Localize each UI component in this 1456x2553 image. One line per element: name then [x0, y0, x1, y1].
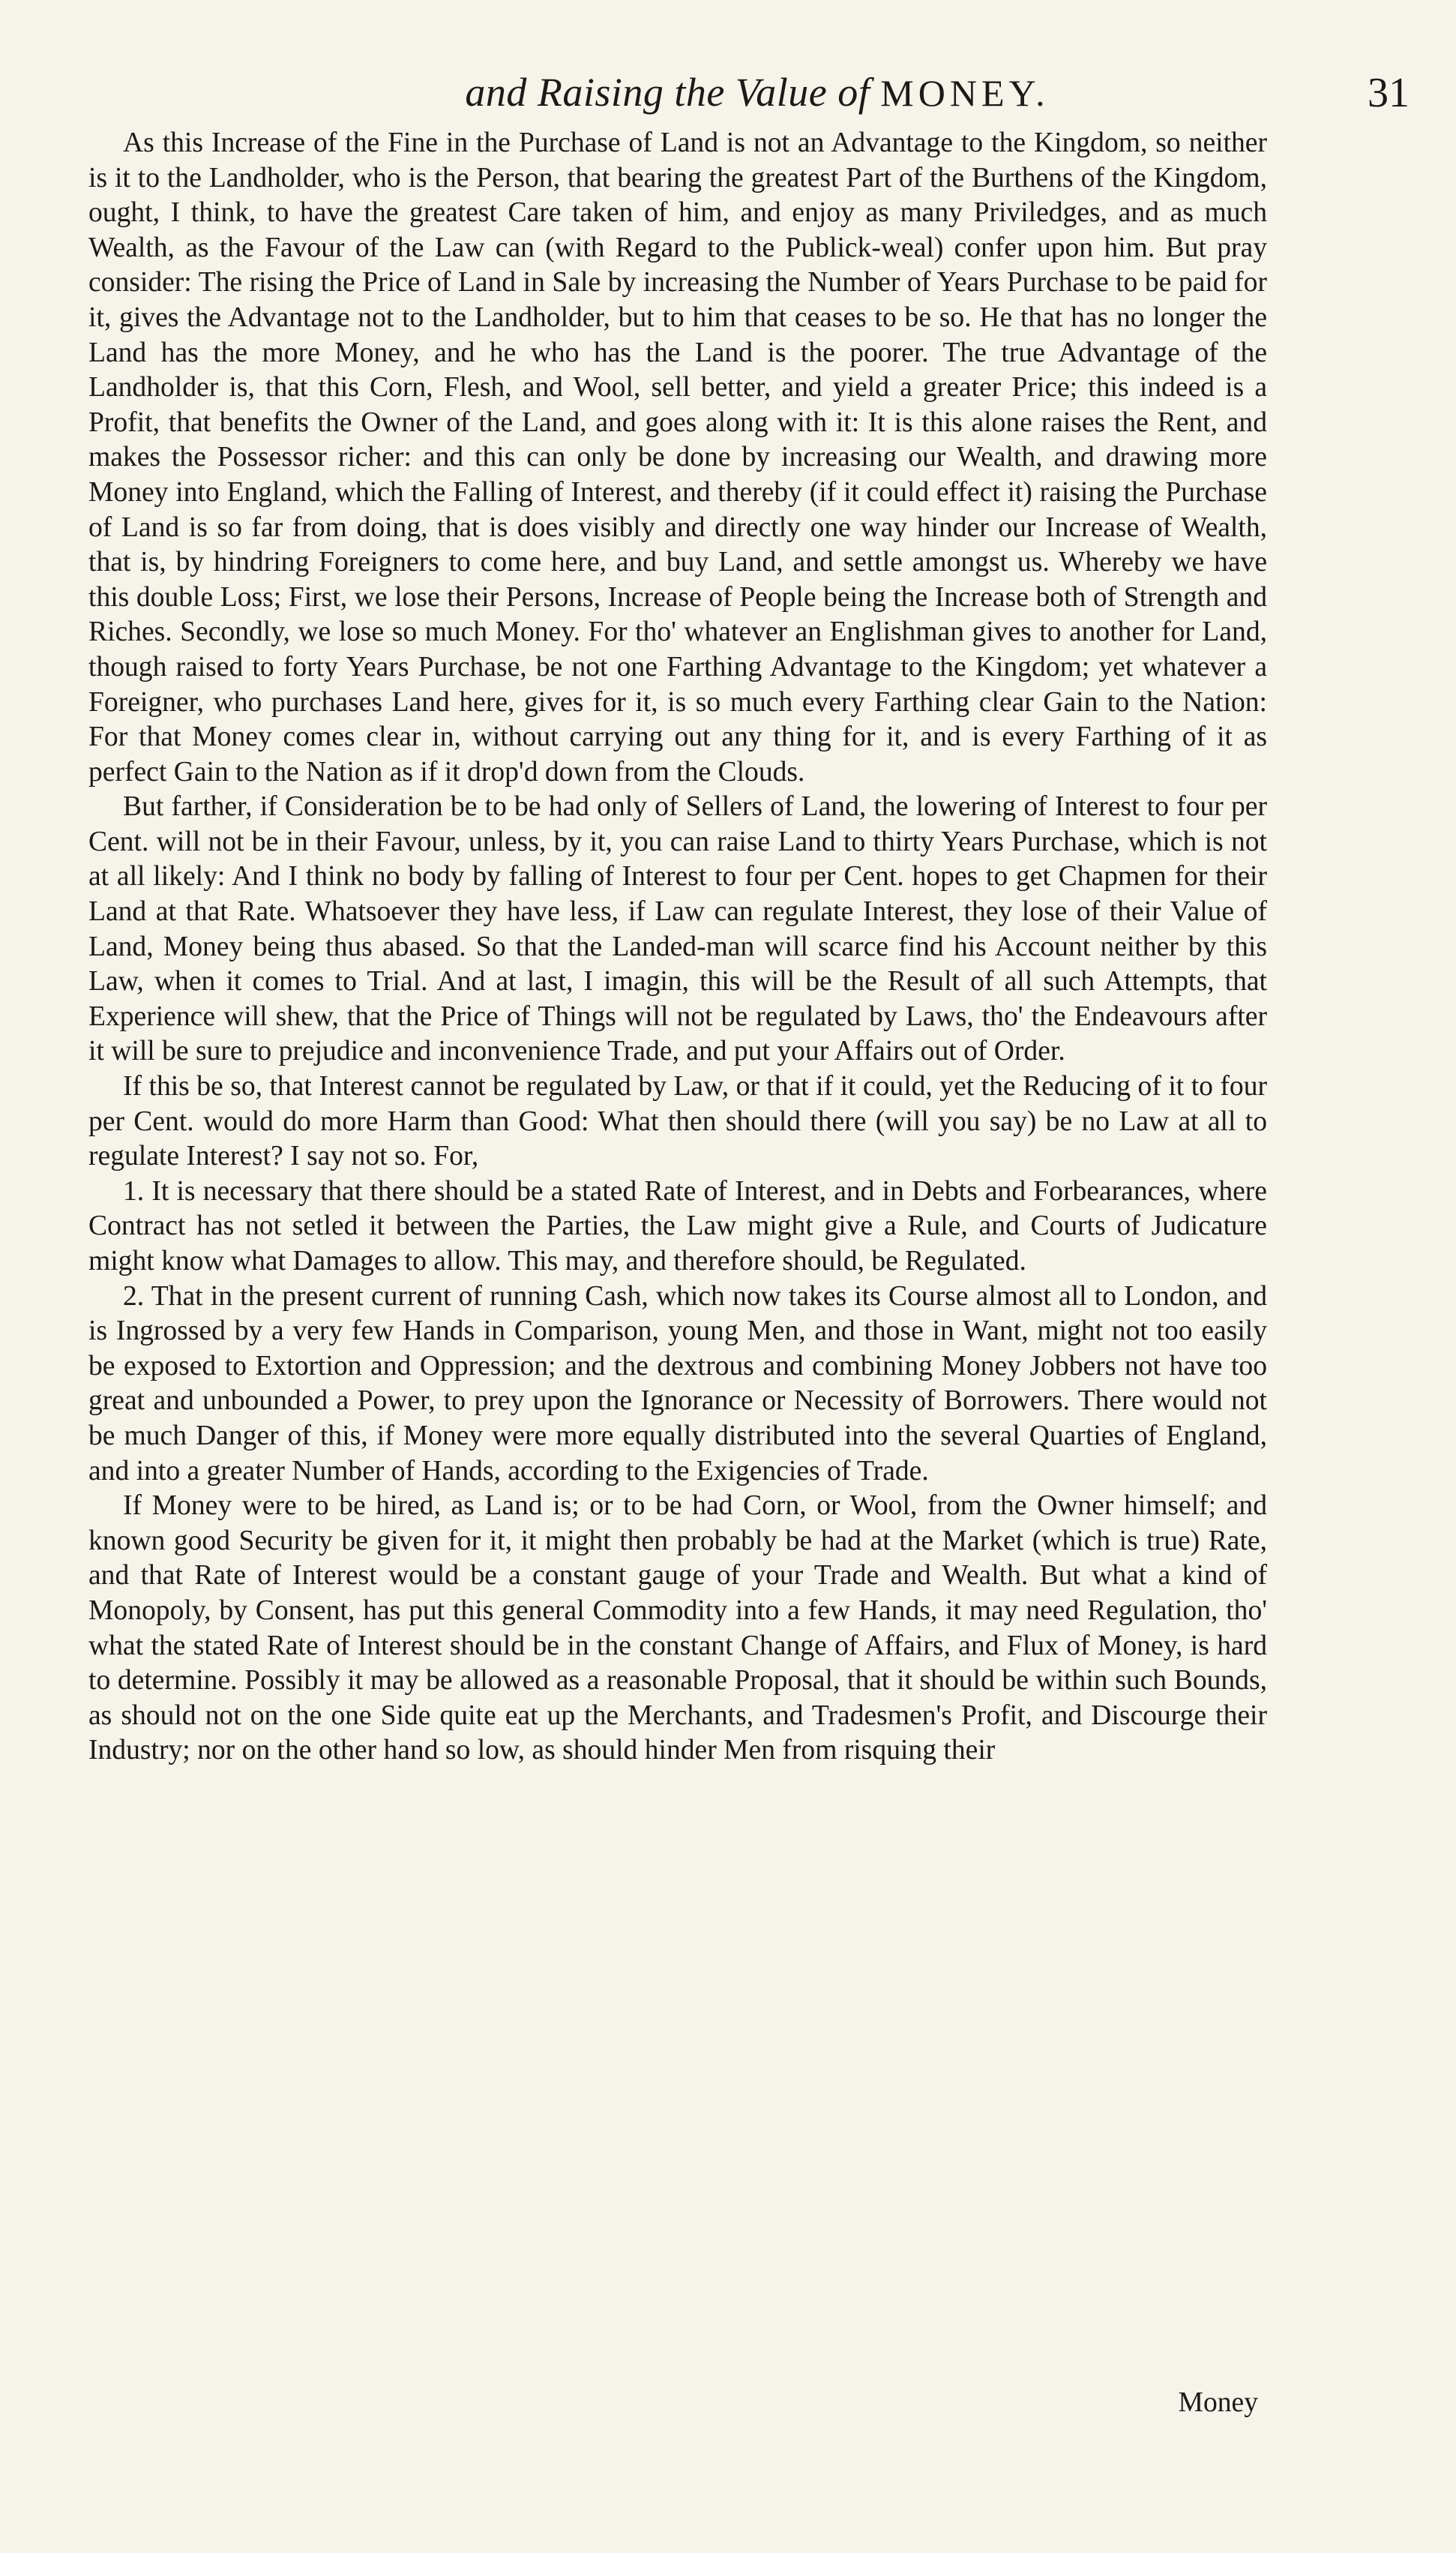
paragraph: 1. It is necessary that there should be a stated Rate of Interest, and in Debts and Forbearances, where Contract has not setled it between the Parties, the Law might give a Rule, and Courts of Judicature might know what Damages to allow. This may, and therefore should, be Regulated. — [88, 1175, 1267, 1276]
running-head — [105, 69, 1410, 116]
page-number: 31 — [1368, 70, 1410, 116]
catchword: Money — [1178, 2387, 1258, 2418]
paragraph: If this be so, that Interest cannot be regulated by Law, or that if it could, yet the Reducing of it to four per Cent. would do more Harm than Good: What then should there (will you say) be no Law at all to regulate Interest? I say not so. For, — [88, 1071, 1267, 1172]
paragraph: 2. That in the present current of running Cash, which now takes its Course almost all to London, and is Ingrossed by a very few Hands in Comparison, young Men, and those in Want, might not too easily be exposed to Extortion and Oppression; and the dextrous and combining Money Jobbers not have too great and unbounded a Power, to prey upon the Ignorance or Necessity of Borrowers. There would not be much Danger of this, if Money were more equally distributed into the several Quarties of England, and into a greater Number of Hands, according to the Exigencies of Trade. — [88, 1280, 1267, 1486]
paragraph: As this Increase of the Fine in the Purchase of Land is not an Advantage to the Kingdom, so neither is it to the Landholder, who is the Person, that bearing the greatest Part of the Burthens of the Kingdom, ought, I think, to have the greatest Care taken of him, and enjoy as many Priviledges, and as much Wealth, as the Favour of the Law can (with Regard to the Publick-weal) confer upon him. But pray consider: The rising the Price of Land in Sale by increasing the Number of Years Purchase to be paid for it, gives the Advantage not to the Landholder, but to him that ceases to be so. He that has no longer the Land has the more Money, and he who has the Land is the poorer. The true Advantage of the Landholder is, that this Corn, Flesh, and Wool, sell better, and yield a greater Price; this indeed is a Profit, that benefits the Owner of the Land, and goes along with it: It is this alone raises the Rent, and makes the Possessor richer: and this can only be done by increasing our Wealth, and drawing more Money into England, which the Falling of Interest, and thereby (if it could effect it) raising the Purchase of Land is so far from doing, that is does visibly and directly one way hinder our Increase of Wealth, that is, by hindring Foreigners to come here, and buy Land, and settle amongst us. Whereby we have this double Loss; First, we lose their Persons, Increase of People being the Increase both of Strength and Riches. Secondly, we lose so much Money. For tho' whatever an Englishman gives to another for Land, though raised to forty Years Purchase, be not one Farthing Advantage to the Kingdom; yet whatever a Foreigner, who purchases Land here, gives for it, is so much every Farthing clear Gain to the Nation: For that Money comes clear in, without carrying out any thing for it, and is every Farthing of it as perfect Gain to the Nation as if it drop'd down from the Clouds. — [88, 128, 1267, 788]
running-head-caps: MONEY. — [880, 72, 1050, 114]
paragraph: But farther, if Consideration be to be had only of Sellers of Land, the lowering of Interest to four per Cent. will not be in their Favour, unless, by it, you can raise Land to thirty Years Purchase, which is not at all likely: And I think no body by falling of Interest to four per Cent. hopes to get Chapmen for their Land at that Rate. Whatsoever they have less, if Law can regulate Interest, they lose of their Value of Land, Money being thus abased. So that the Landed-man will scarce find his Account neither by this Law, when it comes to Trial. And at last, I imagin, this will be the Result of all such Attempts, that Experience will shew, that the Price of Things will not be regulated by Laws, tho' the Endeavours after it will be sure to prejudice and inconvenience Trade, and put your Affairs out of Order. — [88, 791, 1267, 1067]
paragraph: If Money were to be hired, as Land is; or to be had Corn, or Wool, from the Owner himself; and known good Security be given for it, it might then probably be had at the Market (which is true) Rate, and that Rate of Interest would be a constant gauge of your Trade and Wealth. But what a kind of Monopoly, by Consent, has put this general Commodity into a few Hands, it may need Regulation, tho' what the stated Rate of Interest should be in the constant Change of Affairs, and Flux of Money, is hard to determine. Possibly it may be allowed as a reasonable Proposal, that it should be within such Bounds, as should not on the one Side quite eat up the Merchants, and Tradesmen's Profit, and Discourge their Industry; nor on the other hand so low, as should hinder Men from risquing their — [88, 1490, 1267, 1766]
running-head-title: and Raising the Value of — [465, 70, 870, 115]
body-text — [88, 126, 1267, 1768]
